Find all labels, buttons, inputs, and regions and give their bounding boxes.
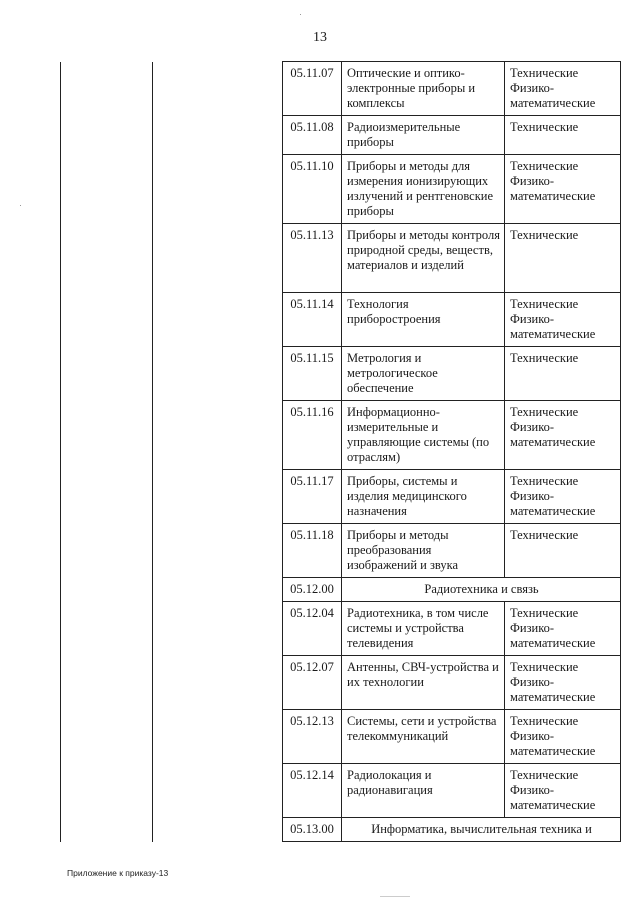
science-branch: Физико- bbox=[510, 621, 555, 635]
science-branches bbox=[505, 470, 621, 524]
science-branch: Физико- bbox=[510, 81, 555, 95]
table-row bbox=[61, 764, 621, 818]
science-branch: математические bbox=[510, 798, 596, 812]
empty-cell bbox=[61, 470, 153, 524]
science-branch: Физико- bbox=[510, 675, 555, 689]
science-branches bbox=[505, 656, 621, 710]
table-row bbox=[61, 578, 621, 602]
empty-cell bbox=[153, 401, 283, 470]
science-branches bbox=[505, 116, 621, 155]
table-row bbox=[61, 524, 621, 578]
specialty-name: Системы, сети и устройства телекоммуникаций bbox=[342, 710, 505, 764]
empty-cell bbox=[153, 62, 283, 116]
empty-cell bbox=[153, 155, 283, 224]
science-branches bbox=[505, 602, 621, 656]
empty-cell bbox=[61, 347, 153, 401]
specialty-name: Радиотехника, в том числе системы и устройства телевидения bbox=[342, 602, 505, 656]
table-row bbox=[61, 155, 621, 224]
science-branch: Физико- bbox=[510, 729, 555, 743]
specialty-name: Оптические и оптико-электронные приборы и комплексы bbox=[342, 62, 505, 116]
empty-cell bbox=[61, 224, 153, 293]
specialty-name: Технология приборостроения bbox=[342, 293, 505, 347]
table-row bbox=[61, 116, 621, 155]
science-branches bbox=[505, 155, 621, 224]
table-row bbox=[61, 818, 621, 842]
empty-cell bbox=[153, 470, 283, 524]
specialty-code: 05.11.13 bbox=[283, 224, 342, 293]
empty-cell bbox=[153, 710, 283, 764]
table-row bbox=[61, 347, 621, 401]
science-branch: Технические bbox=[510, 405, 579, 419]
science-branches bbox=[505, 293, 621, 347]
empty-cell bbox=[153, 656, 283, 710]
specialty-code: 05.11.14 bbox=[283, 293, 342, 347]
science-branch: Технические bbox=[510, 528, 579, 542]
science-branch: математические bbox=[510, 504, 596, 518]
science-branches bbox=[505, 62, 621, 116]
specialty-code: 05.12.00 bbox=[283, 578, 342, 602]
science-branch: Технические bbox=[510, 474, 579, 488]
specialty-code: 05.12.14 bbox=[283, 764, 342, 818]
science-branches bbox=[505, 401, 621, 470]
empty-cell bbox=[61, 764, 153, 818]
table-row bbox=[61, 470, 621, 524]
science-branches bbox=[505, 710, 621, 764]
scan-speck bbox=[380, 896, 410, 897]
empty-cell bbox=[61, 401, 153, 470]
science-branches bbox=[505, 524, 621, 578]
specialty-name: Информационно-измерительные и управляющие системы (по отраслям) bbox=[342, 401, 505, 470]
specialty-code: 05.11.15 bbox=[283, 347, 342, 401]
science-branch: математические bbox=[510, 189, 596, 203]
empty-cell bbox=[61, 524, 153, 578]
science-branch: Физико- bbox=[510, 489, 555, 503]
table-row bbox=[61, 710, 621, 764]
empty-cell bbox=[61, 62, 153, 116]
group-title: Радиотехника и связь bbox=[342, 578, 621, 602]
page-number: 13 bbox=[313, 30, 327, 45]
science-branch: математические bbox=[510, 636, 596, 650]
group-title: Информатика, вычислительная техника и bbox=[342, 818, 621, 842]
empty-cell bbox=[153, 578, 283, 602]
empty-cell bbox=[61, 602, 153, 656]
specialty-name: Радиолокация и радионавигация bbox=[342, 764, 505, 818]
science-branch: Технические bbox=[510, 768, 579, 782]
science-branch: Технические bbox=[510, 120, 579, 134]
specialty-name: Приборы и методы для измерения ионизирующих излучений и рентгеновские приборы bbox=[342, 155, 505, 224]
specialty-name: Приборы, системы и изделия медицинского назначения bbox=[342, 470, 505, 524]
empty-cell bbox=[61, 818, 153, 842]
empty-cell bbox=[153, 602, 283, 656]
science-branch: Технические bbox=[510, 714, 579, 728]
empty-cell bbox=[61, 656, 153, 710]
specialty-code: 05.11.08 bbox=[283, 116, 342, 155]
empty-cell bbox=[61, 293, 153, 347]
science-branches bbox=[505, 764, 621, 818]
table-row bbox=[61, 62, 621, 116]
specialty-name: Приборы и методы контроля природной среды, веществ, материалов и изделий bbox=[342, 224, 505, 293]
specialty-code: 05.11.16 bbox=[283, 401, 342, 470]
science-branch: Физико- bbox=[510, 420, 555, 434]
specialties-table bbox=[60, 61, 621, 842]
science-branch: Технические bbox=[510, 228, 579, 242]
science-branches bbox=[505, 347, 621, 401]
specialty-code: 05.13.00 bbox=[283, 818, 342, 842]
table-body bbox=[61, 62, 621, 842]
specialty-code: 05.12.13 bbox=[283, 710, 342, 764]
empty-cell bbox=[153, 116, 283, 155]
specialty-code: 05.11.07 bbox=[283, 62, 342, 116]
specialty-code: 05.11.17 bbox=[283, 470, 342, 524]
science-branch: математические bbox=[510, 96, 596, 110]
specialty-name: Радиоизмерительные приборы bbox=[342, 116, 505, 155]
science-branch: математические bbox=[510, 327, 596, 341]
table-row bbox=[61, 602, 621, 656]
science-branch: Технические bbox=[510, 606, 579, 620]
scan-speck bbox=[300, 14, 301, 15]
science-branch: Технические bbox=[510, 66, 579, 80]
empty-cell bbox=[153, 347, 283, 401]
empty-cell bbox=[61, 578, 153, 602]
specialty-code: 05.12.07 bbox=[283, 656, 342, 710]
table-row bbox=[61, 401, 621, 470]
science-branch: математические bbox=[510, 744, 596, 758]
science-branch: Физико- bbox=[510, 174, 555, 188]
specialty-name: Антенны, СВЧ-устройства и их технологии bbox=[342, 656, 505, 710]
specialty-code: 05.12.04 bbox=[283, 602, 342, 656]
empty-cell bbox=[153, 818, 283, 842]
empty-cell bbox=[153, 293, 283, 347]
specialty-name: Метрология и метрологическое обеспечение bbox=[342, 347, 505, 401]
scan-speck bbox=[20, 205, 21, 206]
empty-cell bbox=[61, 116, 153, 155]
empty-cell bbox=[153, 764, 283, 818]
specialty-name: Приборы и методы преобразования изображений и звука bbox=[342, 524, 505, 578]
science-branches bbox=[505, 224, 621, 293]
empty-cell bbox=[61, 710, 153, 764]
footer-note: Приложение к приказу-13 bbox=[67, 868, 169, 878]
science-branch: Технические bbox=[510, 297, 579, 311]
science-branch: математические bbox=[510, 435, 596, 449]
science-branch: Физико- bbox=[510, 783, 555, 797]
table-row bbox=[61, 656, 621, 710]
specialty-code: 05.11.18 bbox=[283, 524, 342, 578]
specialty-code: 05.11.10 bbox=[283, 155, 342, 224]
science-branch: математические bbox=[510, 690, 596, 704]
table-row bbox=[61, 293, 621, 347]
table-row bbox=[61, 224, 621, 293]
science-branch: Технические bbox=[510, 351, 579, 365]
science-branch: Технические bbox=[510, 159, 579, 173]
science-branch: Физико- bbox=[510, 312, 555, 326]
empty-cell bbox=[153, 224, 283, 293]
science-branch: Технические bbox=[510, 660, 579, 674]
empty-cell bbox=[61, 155, 153, 224]
empty-cell bbox=[153, 524, 283, 578]
